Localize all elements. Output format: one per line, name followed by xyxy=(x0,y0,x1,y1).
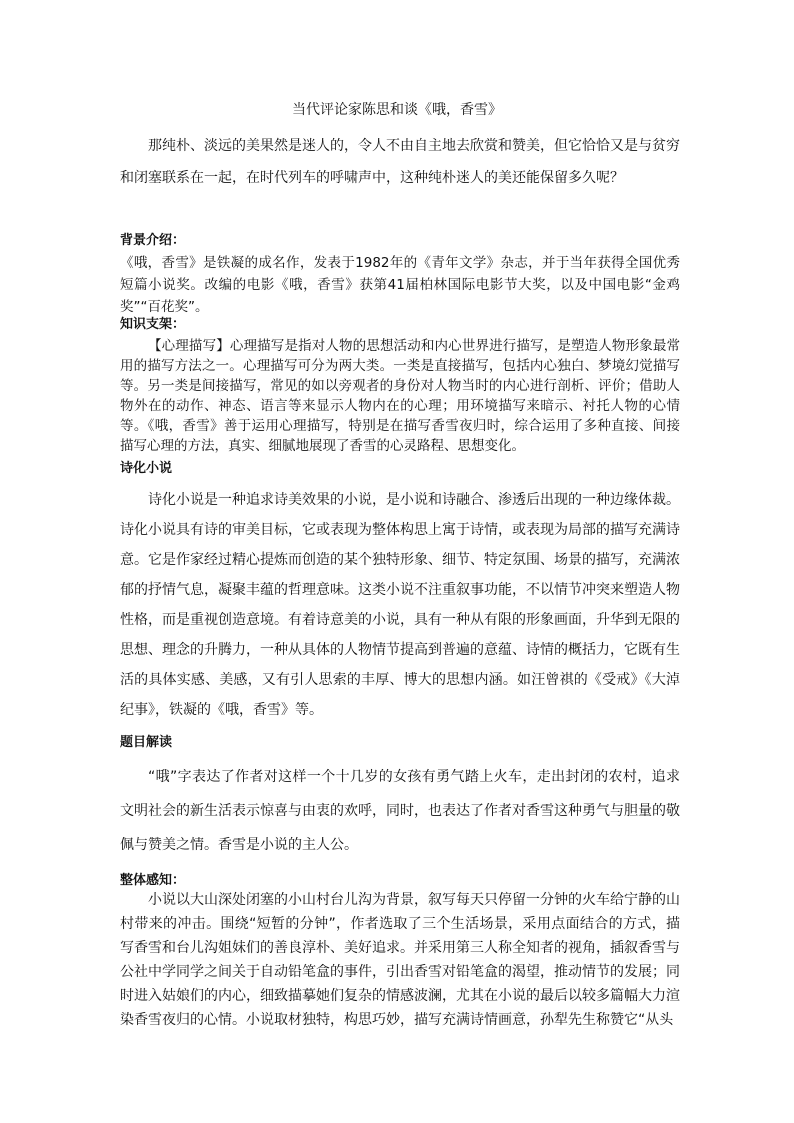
knowledge-text: 【心理描写】心理描写是指对人物的思想活动和内心世界进行描写，是塑造人物形象最常用的描写方法之一。心理描写可分为两大类。一类是直接描写，包括内心独白、梦境幻觉描写等。另一类是间接描写，常见的如以旁观者的身份对人物当时的内心进行剖析、评价；借助人物外在的动作、神态、语言等来显示人物内在的心理；用环境描写来暗示、衬托人物的心情等。《哦，香雪》善于运用心理描写，特别是在描写香雪夜归时，综合运用了多种直接、间接描写心理的方法，真实、细腻地展现了香雪的心灵路程、思想变化。 xyxy=(120,338,680,454)
overall-perception-text: 小说以大山深处闭塞的小山村台儿沟为背景，叙写每天只停留一分钟的火车给宁静的山村带来的冲击。围绕“短暂的分钟”，作者选取了三个生活场景，采用点面结合的方式，描写香雪和台儿沟姐妹们的善良淳朴、美好追求。并采用第三人称全知者的视角，插叙香雪与公社中学同学之间关于自动铅笔盒的事件，引出香雪对铅笔盒的渴望，推动情节的发展；同时进入姑娘们的内心，细致描摹她们复杂的情感波澜，尤其在小说的最后以较多篇幅大力渲染香雪夜归的心情。小说取材独特，构思巧妙，描写充满诗情画意，孙犁先生称赞它“从头 xyxy=(120,892,680,1028)
overall-perception-heading: 整体感知： xyxy=(120,873,186,888)
knowledge-heading: 知识支架： xyxy=(120,317,186,332)
page-title: 当代评论家陈思和谈《哦，香雪》 xyxy=(292,102,502,118)
title-interpretation-heading: 题目解读 xyxy=(120,735,173,750)
poetic-novel-heading: 诗化小说 xyxy=(120,461,173,476)
poetic-novel-text: 诗化小说是一种追求诗美效果的小说，是小说和诗融合、渗透后出现的一种边缘体裁。诗化小说具有诗的审美目标，它或表现为整体构思上寓于诗情，或表现为局部的描写充满诗意。它是作家经过精心提炼而创造的某个独特形象、细节、特定氛围、场景的描写，充满浓郁的抒情气息，凝聚丰蕴的哲理意味。这类小说不注重叙事功能，不以情节冲突来塑造人物性格，而是重视创造意境。有着诗意美的小说，具有一种从有限的形象画面，升华到无限的思想、理念的升腾力，一种从具体的人物情节提高到普遍的意蕴、诗情的概括力，它既有生活的具体实感、美感，又有引人思索的丰厚、博大的思想内涵。如汪曾祺的《受戒》《大淖纪事》，铁凝的《哦，香雪》等。 xyxy=(120,492,680,718)
title-interpretation-text: “哦”字表达了作者对这样一个十几岁的女孩有勇气踏上火车，走出封闭的农村，追求文明社会的新生活表示惊喜与由衷的欢呼，同时，也表达了作者对香雪这种勇气与胆量的敬佩与赞美之情。香雪是小说的主人公。 xyxy=(120,769,680,853)
critic-quote: 那纯朴、淡远的美果然是迷人的，令人不由自主地去欣赏和赞美，但它恰恰又是与贫穷和闭塞联系在一起，在时代列车的呼啸声中，这种纯朴迷人的美还能保留多久呢？ xyxy=(120,138,680,186)
background-heading: 背景介绍： xyxy=(120,233,186,248)
background-text: 《哦，香雪》是铁凝的成名作，发表于1982年的《青年文学》杂志，并于当年获得全国优秀短篇小说奖。改编的电影《哦，香雪》获第41届柏林国际电影节大奖，以及中国电影“金鸡奖”“百花奖”。 xyxy=(120,255,680,315)
